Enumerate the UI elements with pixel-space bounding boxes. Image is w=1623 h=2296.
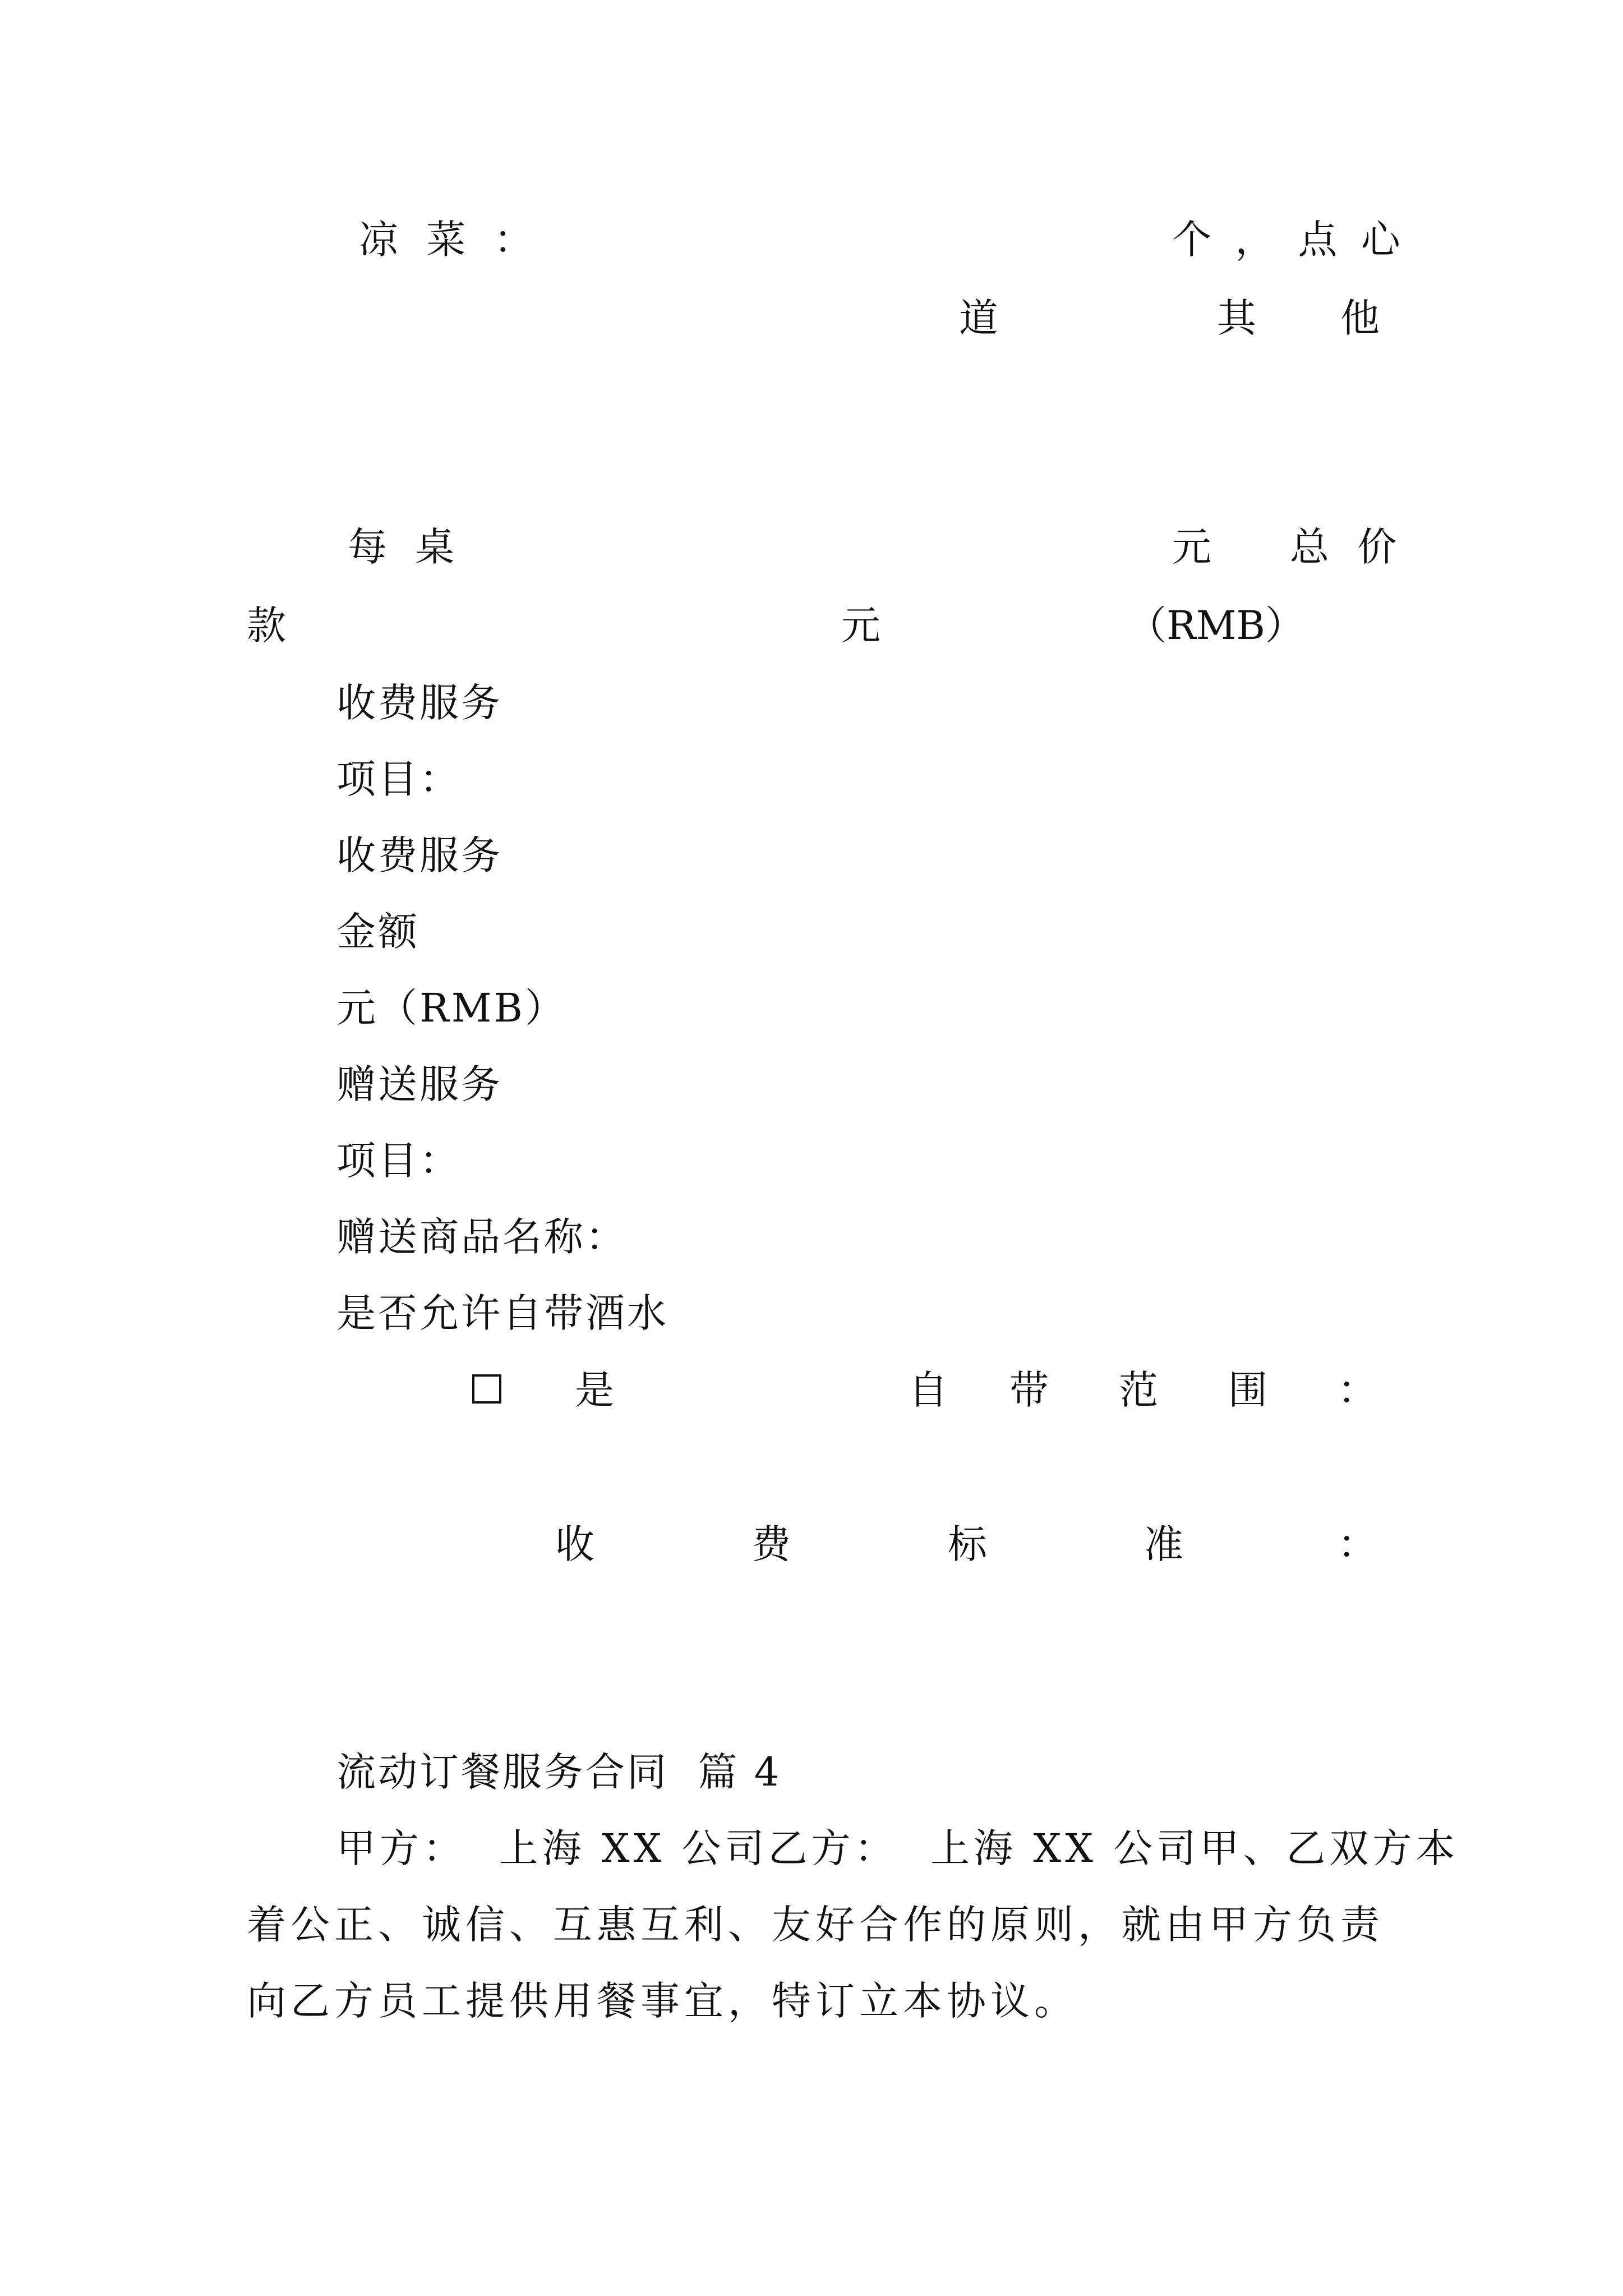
dessert-unit: 道 (959, 295, 998, 341)
fee-standard-char-3: 标 (948, 1521, 987, 1567)
field-byob-allowed: 是否允许自带酒水 (336, 1290, 668, 1336)
byob-yes-label: 是 (575, 1367, 614, 1413)
byob-range-colon: ： (1338, 1367, 1377, 1413)
section-heading: 流动订餐服务合同 篇 4 (336, 1749, 782, 1795)
field-gift-name: 赠送商品名称： (336, 1214, 627, 1260)
per-table-unit: 元 (1172, 524, 1211, 570)
payment-unit: 元 (841, 602, 880, 648)
fee-standard-char-4: 准 (1144, 1521, 1183, 1567)
fee-standard-char-1: 收 (555, 1521, 594, 1567)
paragraph-line-2: 着公正、诚信、互惠互利、友好合作的原则，就由甲方负责 (247, 1902, 1384, 1948)
byob-range-char-3: 范 (1119, 1367, 1158, 1413)
field-yuan-rmb: 元（RMB） (336, 985, 566, 1031)
payment-label: 款 (247, 602, 286, 648)
other-label-1: 其 (1217, 295, 1256, 341)
fee-standard-colon: ： (1338, 1521, 1377, 1567)
paragraph-line-3: 向乙方员工提供用餐事宜，特订立本协议。 (247, 1978, 1078, 2024)
field-amount: 金额 (336, 909, 419, 955)
byob-range-char-4: 围 (1228, 1367, 1267, 1413)
total-price-label: 总 价 (1290, 524, 1405, 570)
field-item-2: 项目： (336, 1138, 461, 1184)
cold-dish-unit: 个 ， 点 心 (1172, 217, 1406, 263)
field-charged-service-2: 收费服务 (336, 832, 502, 878)
byob-yes-checkbox[interactable] (472, 1374, 501, 1404)
fee-standard-char-2: 费 (751, 1521, 791, 1567)
field-item: 项目： (336, 756, 461, 802)
per-table-label: 每 桌 (348, 524, 463, 570)
field-free-service: 赠送服务 (336, 1061, 502, 1107)
paragraph-line-1: 甲方： 上海 XX 公司乙方： 上海 XX 公司甲、乙双方本 (336, 1825, 1459, 1871)
payment-currency: （RMB） (1127, 602, 1304, 648)
byob-range-char-2: 带 (1009, 1367, 1049, 1413)
byob-range-char-1: 自 (909, 1367, 948, 1413)
other-label-2: 他 (1340, 295, 1380, 341)
cold-dish-label: 凉 菜 ： (359, 217, 541, 263)
field-charged-service: 收费服务 (336, 680, 502, 726)
